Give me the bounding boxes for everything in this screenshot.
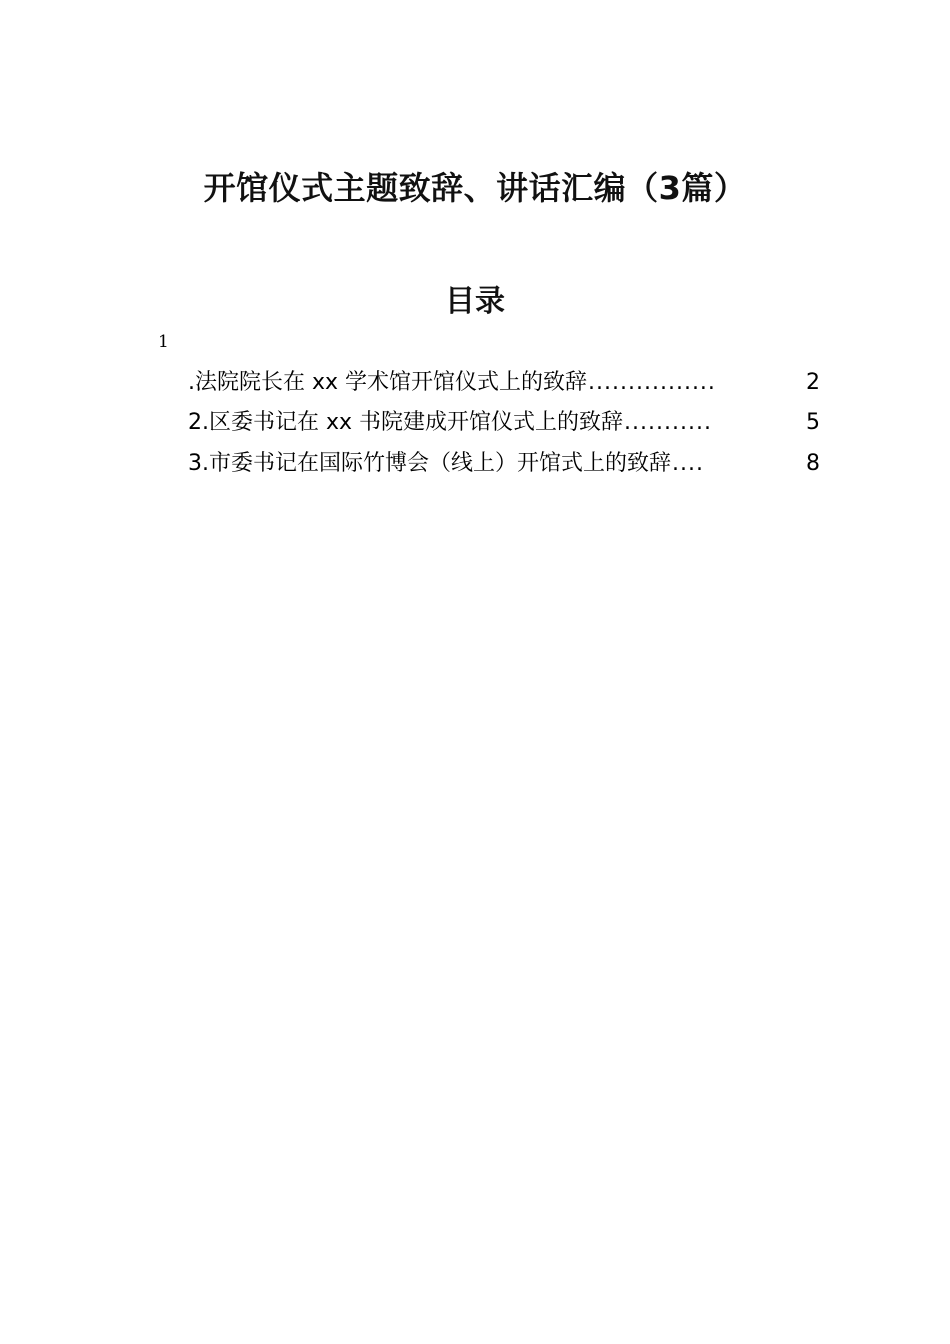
toc-entry-page: 8: [806, 450, 820, 476]
page-title: 开馆仪式主题致辞、讲话汇编（3篇）: [203, 169, 747, 207]
toc-heading: 目录: [445, 284, 505, 319]
toc-entry-leader: ................: [588, 370, 716, 396]
toc-entry-leader: ...........: [624, 410, 712, 436]
table-of-contents: [150, 332, 820, 487]
toc-entry-label: 3.市委书记在国际竹博会（线上）开馆式上的致辞: [188, 450, 671, 476]
toc-entry[interactable]: [150, 447, 820, 481]
toc-entry[interactable]: [150, 406, 820, 440]
toc-orphan-number: 1: [158, 332, 169, 352]
toc-entry-leader: ....: [672, 450, 704, 476]
toc-list: [150, 366, 820, 480]
toc-entry-label: .法院院长在 xx 学术馆开馆仪式上的致辞: [188, 370, 588, 396]
toc-entry-label: 2.区委书记在 xx 书院建成开馆仪式上的致辞: [188, 410, 624, 436]
toc-entry-page: 2: [806, 370, 820, 396]
toc-entry[interactable]: [150, 366, 820, 400]
toc-entry-page: 5: [806, 410, 820, 436]
